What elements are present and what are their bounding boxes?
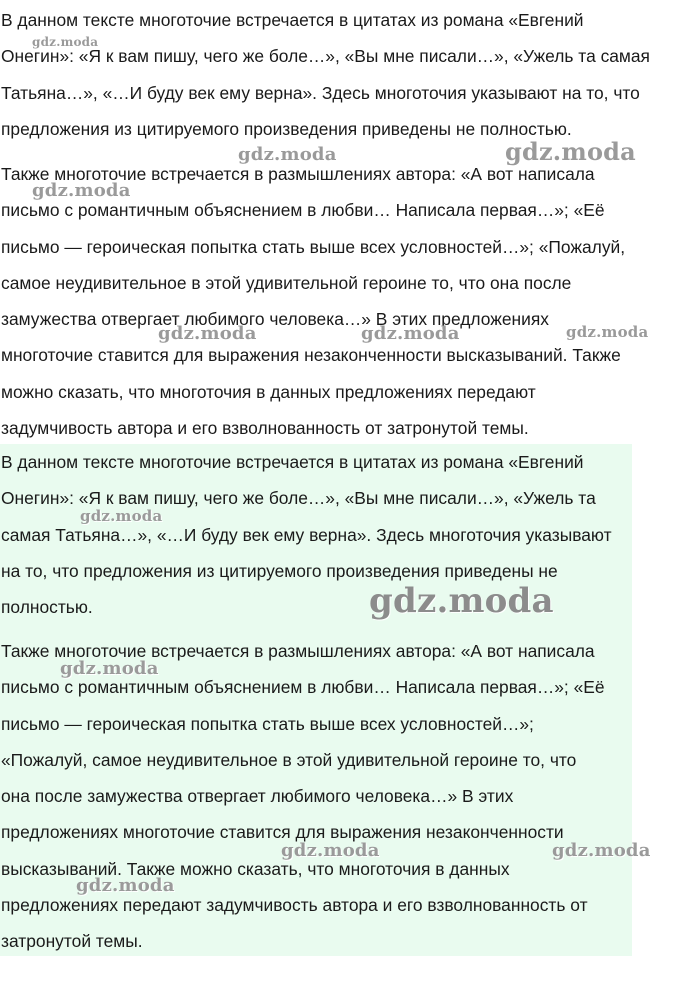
watermark: gdz.moda bbox=[32, 35, 99, 49]
text-line: Онегин»: «Я к вам пишу, чего же боле…», «Вы мне писали…», «Ужель та bbox=[1, 488, 596, 509]
watermark: gdz.moda bbox=[60, 658, 159, 679]
watermark: gdz.moda bbox=[369, 581, 554, 621]
text-line: можно сказать, что многоточия в данных предложениях передают bbox=[1, 381, 536, 402]
text-line: «Пожалуй, самое неудивительное в этой удивительной героине то, что bbox=[1, 749, 577, 770]
text-line: самое неудивительное в этой удивительной героине то, что она после bbox=[1, 272, 572, 293]
text-line: письмо с романтичным объяснением в любви… Написала первая…»; «Её bbox=[1, 677, 605, 698]
text-line: Также многоточие встречается в размышлениях автора: «А вот написала bbox=[1, 164, 595, 184]
text-line: предложениях передают задумчивость автора и его взволнованность от bbox=[1, 895, 588, 916]
text-line: В данном тексте многоточие встречается в цитатах из романа «Евгений bbox=[1, 10, 584, 30]
text-line: многоточие ставится для выражения незаконченности высказываний. Также bbox=[1, 345, 621, 366]
text-line: она после замужества отвергает любимого человека…» В этих bbox=[1, 786, 514, 807]
paragraph-4 bbox=[0, 633, 605, 960]
text-line: затронутой темы. bbox=[1, 931, 143, 952]
text-line: самая Татьяна…», «…И буду век ему верна». Здесь многоточия указывают bbox=[1, 524, 612, 545]
text-line: предложениях многоточие ставится для выражения незаконченности bbox=[1, 822, 564, 843]
watermark: gdz.moda bbox=[505, 137, 636, 166]
text-line: задумчивость автора и его взволнованность от затронутой темы. bbox=[1, 418, 529, 439]
watermark: gdz.moda bbox=[158, 323, 257, 344]
text-line: высказываний. Также можно сказать, что многоточия в данных bbox=[1, 858, 510, 879]
watermark: gdz.moda bbox=[76, 875, 175, 896]
text-line: письмо — героическая попытка стать выше всех условностей…»; «Пожалуй, bbox=[1, 236, 626, 257]
watermark: gdz.moda bbox=[566, 323, 649, 341]
text-line: Онегин»: «Я к вам пишу, чего же боле…», «Вы мне писали…», «Ужель та самая bbox=[1, 46, 650, 67]
text-line: письмо — героическая попытка стать выше всех условностей…»; bbox=[1, 713, 534, 734]
text-line: В данном тексте многоточие встречается в цитатах из романа «Евгений bbox=[1, 452, 584, 472]
watermark: gdz.moda bbox=[552, 840, 651, 861]
paragraph-1 bbox=[0, 2, 650, 147]
watermark: gdz.moda bbox=[281, 840, 380, 861]
text-line: Также многоточие встречается в размышлениях автора: «А вот написала bbox=[1, 641, 595, 661]
watermark: gdz.moda bbox=[32, 180, 131, 201]
text-line: Татьяна…», «…И буду век ему верна». Здесь многоточия указывают на то, что bbox=[1, 82, 640, 103]
text-line: полностью. bbox=[1, 597, 93, 618]
watermark: gdz.moda bbox=[361, 323, 460, 344]
watermark: gdz.moda bbox=[238, 144, 337, 165]
text-line: на то, что предложения из цитируемого произведения приведены не bbox=[1, 560, 558, 581]
text-line: предложения из цитируемого произведения приведены не полностью. bbox=[1, 118, 572, 139]
text-line: письмо с романтичным объяснением в любви… Написала первая…»; «Её bbox=[1, 200, 605, 221]
text-line: замужества отвергает любимого человека…» В этих предложениях bbox=[1, 309, 549, 330]
watermark: gdz.moda bbox=[80, 507, 163, 525]
